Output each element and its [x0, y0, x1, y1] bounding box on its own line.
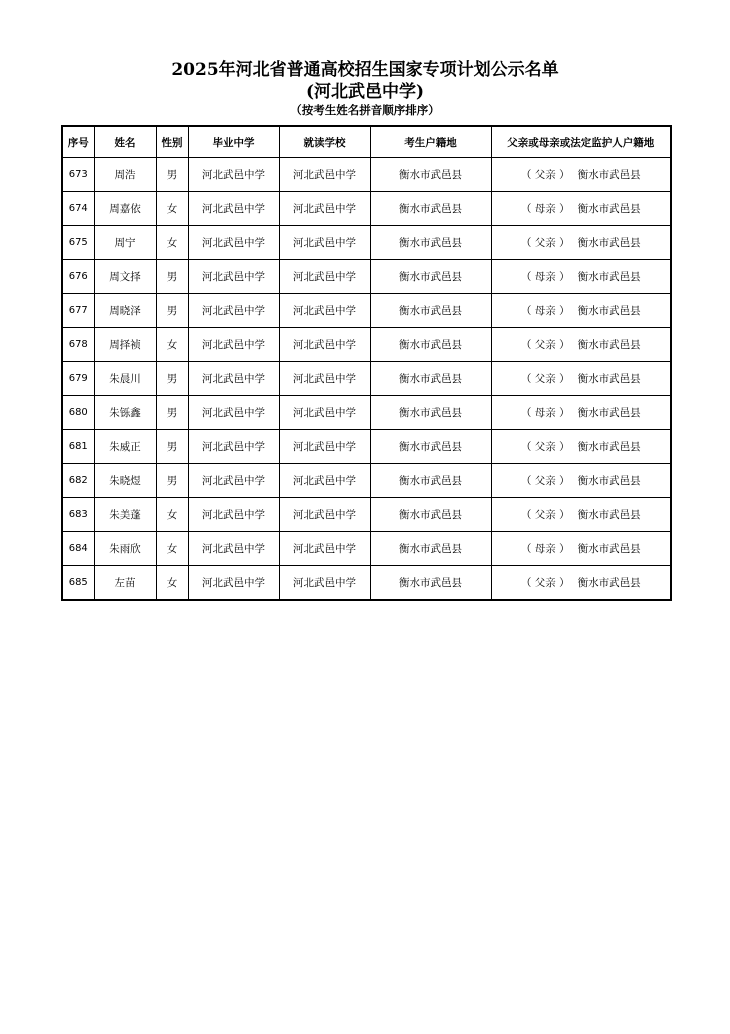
cell-number: 679	[62, 362, 94, 396]
sort-note: （按考生姓名拼音顺序排序）	[290, 103, 440, 117]
document-title: 2025年河北省普通高校招生国家专项计划公示名单	[171, 60, 559, 80]
guardian-relation: （ 母亲 ）	[520, 305, 570, 317]
cell-number: 674	[62, 192, 94, 226]
cell-graduation-school: 河北武邑中学	[188, 396, 279, 430]
cell-graduation-school: 河北武邑中学	[188, 532, 279, 566]
cell-name: 朱美蓬	[94, 498, 156, 532]
cell-student-residence: 衡水市武邑县	[370, 430, 491, 464]
cell-gender: 女	[156, 532, 188, 566]
cell-student-residence: 衡水市武邑县	[370, 158, 491, 192]
cell-number: 677	[62, 294, 94, 328]
guardian-residence-place: 衡水市武邑县	[577, 407, 641, 419]
cell-name: 周宁	[94, 226, 156, 260]
header-number: 序号	[62, 126, 94, 158]
cell-student-residence: 衡水市武邑县	[370, 294, 491, 328]
cell-graduation-school: 河北武邑中学	[188, 158, 279, 192]
table-row	[62, 464, 671, 498]
guardian-relation: （ 父亲 ）	[520, 169, 570, 181]
guardian-residence-place: 衡水市武邑县	[577, 577, 641, 589]
table-row	[62, 226, 671, 260]
header-row	[62, 126, 671, 158]
guardian-residence-place: 衡水市武邑县	[577, 169, 641, 181]
cell-number: 682	[62, 464, 94, 498]
header-current-school: 就读学校	[279, 126, 370, 158]
header-student-residence: 考生户籍地	[370, 126, 491, 158]
cell-gender: 女	[156, 566, 188, 601]
cell-gender: 女	[156, 192, 188, 226]
cell-graduation-school: 河北武邑中学	[188, 192, 279, 226]
table-row	[62, 328, 671, 362]
guardian-relation: （ 母亲 ）	[520, 543, 570, 555]
cell-number: 685	[62, 566, 94, 601]
header-gender: 性别	[156, 126, 188, 158]
cell-graduation-school: 河北武邑中学	[188, 566, 279, 601]
guardian-relation: （ 母亲 ）	[520, 203, 570, 215]
cell-guardian-residence	[491, 260, 671, 294]
cell-name: 朱威正	[94, 430, 156, 464]
cell-current-school: 河北武邑中学	[279, 464, 370, 498]
cell-name: 朱晨川	[94, 362, 156, 396]
cell-name: 朱雨欣	[94, 532, 156, 566]
table-row	[62, 498, 671, 532]
cell-student-residence: 衡水市武邑县	[370, 566, 491, 601]
cell-gender: 男	[156, 362, 188, 396]
roster-body	[62, 158, 671, 601]
cell-student-residence: 衡水市武邑县	[370, 532, 491, 566]
cell-guardian-residence	[491, 226, 671, 260]
cell-guardian-residence	[491, 294, 671, 328]
guardian-residence-place: 衡水市武邑县	[577, 203, 641, 215]
guardian-residence-place: 衡水市武邑县	[577, 373, 641, 385]
cell-current-school: 河北武邑中学	[279, 260, 370, 294]
cell-gender: 女	[156, 226, 188, 260]
cell-graduation-school: 河北武邑中学	[188, 498, 279, 532]
cell-guardian-residence	[491, 566, 671, 601]
guardian-residence-place: 衡水市武邑县	[577, 543, 641, 555]
cell-current-school: 河北武邑中学	[279, 328, 370, 362]
school-subtitle: (河北武邑中学)	[305, 82, 425, 102]
cell-current-school: 河北武邑中学	[279, 430, 370, 464]
cell-number: 683	[62, 498, 94, 532]
cell-current-school: 河北武邑中学	[279, 294, 370, 328]
guardian-residence-place: 衡水市武邑县	[577, 271, 641, 283]
guardian-residence-place: 衡水市武邑县	[577, 441, 641, 453]
cell-guardian-residence	[491, 430, 671, 464]
guardian-residence-place: 衡水市武邑县	[577, 475, 641, 487]
cell-student-residence: 衡水市武邑县	[370, 396, 491, 430]
guardian-relation: （ 母亲 ）	[520, 271, 570, 283]
cell-student-residence: 衡水市武邑县	[370, 362, 491, 396]
guardian-relation: （ 父亲 ）	[520, 475, 570, 487]
cell-guardian-residence	[491, 192, 671, 226]
table-row	[62, 362, 671, 396]
header-graduation-school: 毕业中学	[188, 126, 279, 158]
cell-graduation-school: 河北武邑中学	[188, 260, 279, 294]
cell-guardian-residence	[491, 396, 671, 430]
cell-name: 朱铄鑫	[94, 396, 156, 430]
cell-graduation-school: 河北武邑中学	[188, 328, 279, 362]
cell-number: 681	[62, 430, 94, 464]
cell-current-school: 河北武邑中学	[279, 226, 370, 260]
cell-student-residence: 衡水市武邑县	[370, 192, 491, 226]
cell-name: 周择祯	[94, 328, 156, 362]
cell-guardian-residence	[491, 328, 671, 362]
cell-name: 朱晓煜	[94, 464, 156, 498]
cell-graduation-school: 河北武邑中学	[188, 226, 279, 260]
cell-guardian-residence	[491, 532, 671, 566]
cell-current-school: 河北武邑中学	[279, 396, 370, 430]
cell-student-residence: 衡水市武邑县	[370, 464, 491, 498]
cell-name: 周文择	[94, 260, 156, 294]
cell-student-residence: 衡水市武邑县	[370, 328, 491, 362]
cell-current-school: 河北武邑中学	[279, 362, 370, 396]
cell-number: 675	[62, 226, 94, 260]
table-row	[62, 260, 671, 294]
cell-number: 684	[62, 532, 94, 566]
cell-current-school: 河北武邑中学	[279, 498, 370, 532]
guardian-relation: （ 父亲 ）	[520, 373, 570, 385]
cell-gender: 男	[156, 396, 188, 430]
guardian-relation: （ 父亲 ）	[520, 577, 570, 589]
cell-name: 周浩	[94, 158, 156, 192]
table-row	[62, 158, 671, 192]
cell-graduation-school: 河北武邑中学	[188, 362, 279, 396]
table-row	[62, 294, 671, 328]
table-row	[62, 566, 671, 601]
cell-current-school: 河北武邑中学	[279, 158, 370, 192]
guardian-relation: （ 父亲 ）	[520, 441, 570, 453]
table-row	[62, 396, 671, 430]
cell-gender: 女	[156, 328, 188, 362]
roster-table	[61, 125, 672, 601]
cell-graduation-school: 河北武邑中学	[188, 430, 279, 464]
cell-number: 676	[62, 260, 94, 294]
cell-name: 左苗	[94, 566, 156, 601]
cell-student-residence: 衡水市武邑县	[370, 498, 491, 532]
cell-guardian-residence	[491, 498, 671, 532]
cell-current-school: 河北武邑中学	[279, 532, 370, 566]
guardian-relation: （ 父亲 ）	[520, 509, 570, 521]
cell-gender: 男	[156, 158, 188, 192]
cell-student-residence: 衡水市武邑县	[370, 260, 491, 294]
cell-gender: 男	[156, 464, 188, 498]
cell-graduation-school: 河北武邑中学	[188, 294, 279, 328]
header-guardian-residence: 父亲或母亲或法定监护人户籍地	[491, 126, 671, 158]
cell-name: 周嘉依	[94, 192, 156, 226]
guardian-relation: （ 父亲 ）	[520, 339, 570, 351]
cell-current-school: 河北武邑中学	[279, 566, 370, 601]
cell-graduation-school: 河北武邑中学	[188, 464, 279, 498]
table-row	[62, 430, 671, 464]
guardian-residence-place: 衡水市武邑县	[577, 339, 641, 351]
cell-current-school: 河北武邑中学	[279, 192, 370, 226]
cell-student-residence: 衡水市武邑县	[370, 226, 491, 260]
cell-guardian-residence	[491, 158, 671, 192]
cell-guardian-residence	[491, 362, 671, 396]
guardian-residence-place: 衡水市武邑县	[577, 509, 641, 521]
table-row	[62, 192, 671, 226]
cell-gender: 男	[156, 260, 188, 294]
guardian-residence-place: 衡水市武邑县	[577, 237, 641, 249]
header-name: 姓名	[94, 126, 156, 158]
cell-gender: 男	[156, 294, 188, 328]
table-row	[62, 532, 671, 566]
cell-name: 周晓泽	[94, 294, 156, 328]
cell-gender: 女	[156, 498, 188, 532]
cell-number: 680	[62, 396, 94, 430]
guardian-relation: （ 母亲 ）	[520, 407, 570, 419]
cell-gender: 男	[156, 430, 188, 464]
guardian-residence-place: 衡水市武邑县	[577, 305, 641, 317]
guardian-relation: （ 父亲 ）	[520, 237, 570, 249]
cell-number: 678	[62, 328, 94, 362]
cell-guardian-residence	[491, 464, 671, 498]
cell-number: 673	[62, 158, 94, 192]
